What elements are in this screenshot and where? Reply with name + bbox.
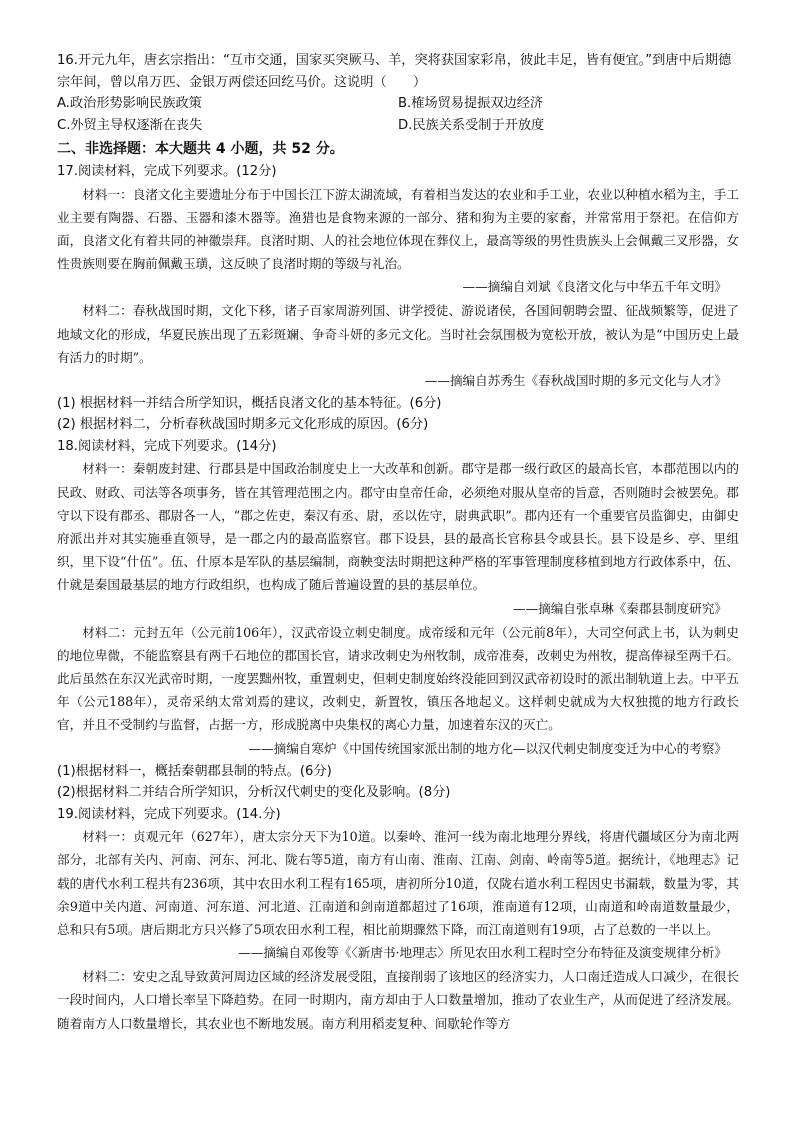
q18-material-2: 材料二：元封五年（公元前106年），汉武帝设立刺史制度。成帝绥和元年（公元前8年），大司空何武上书，认为刺史的地位卑微，不能监察县有两千石地位的郡国长官，请求改刺史为州牧制，成帝准奏，改刺史为州牧，提高俸禄至两千石。此后虽然在东汉光武帝时期，一度罢黜州牧，重置刺史，但刺史制度始终没能回到汉武帝初设时的派出制轨道上去。中平五年（公元188年），灵帝采纳太常刘焉的建议，改刺史，新置牧，镇压各地起义。这样刺史就成为大权独揽的地方行政长官，并且不受制约与监督，占据一方，形成脱离中央集权的离心力量，加速着东汉的灭亡。 bbox=[57, 624, 739, 733]
q18-material-1: 材料一：秦朝废封建、行郡县是中国政治制度史上一大改革和创新。郡守是郡一级行政区的最高长官，本郡范围以内的民政、财政、司法等各项事务，皆在其管理范围之内。郡守由皇帝任命，必须绝对服从皇帝的旨意，否则随时会被罢免。郡守以下设有郡丞、郡尉各一人，“郡之佐吏，秦汉有丞、尉，丞以佐守，尉典武职”。郡内还有一个重要官员监御史，由御史府派出并对其实施垂直领导，是一郡之内的最高监察官。郡下设县，县的最高长官称县令或县长。县下设是乡、亭、里组织，里下设“什伍”。伍、什原本是军队的基层编制，商鞅变法时期把这种严格的军事管理制度移植到地方行政体系中，伍、什就是秦国最基层的地方行政组织，也构成了随后普遍设置的县的基层单位。 bbox=[57, 461, 739, 593]
q19-source-1: ——摘编自邓俊等《〈新唐书·地理志〉所见农田水利工程时空分布特征及演变规律分析》 bbox=[238, 945, 727, 961]
q17-source-2: ——摘编自苏秀生《春秋战国时期的多元文化与人才》 bbox=[424, 372, 727, 388]
q19-stem: 19.阅读材料，完成下列要求。(14.分) bbox=[57, 806, 281, 822]
q16-option-c[interactable]: C.外贸主导权逐渐在丧失 bbox=[57, 118, 203, 133]
q18-requirement-1: (1)根据材料一，概括秦朝郡县制的特点。(6分) bbox=[57, 763, 332, 779]
q17-source-1: ——摘编自刘斌《良渚文化与中华五千年文明》 bbox=[462, 279, 727, 295]
q17-material-1: 材料一：良渚文化主要遗址分布于中国长江下游太湖流域，有着相当发达的农业和手工业，农业以种植水稻为主，手工业主要有陶器、石器、玉器和漆木器等。渔猎也是食物来源的一部分、猪和狗为主要的家畜，并常常用于祭祀。在信仰方面，良渚文化有着共同的神徽崇拜。良渚时期、人的社会地位体现在葬仪上，最高等级的男性贵族头上会佩戴三叉形器，女性贵族则要在胸前佩戴玉璜，这反映了良渚时期的等级与礼治。 bbox=[57, 186, 739, 272]
section-heading: 二、非选择题：本大题共 4 小题，共 52 分。 bbox=[57, 141, 344, 157]
q16-options bbox=[57, 93, 739, 137]
q19-material-1: 材料一：贞观元年（627年），唐太宗分天下为10道。以秦岭、淮河一线为南北地理分界线，将唐代疆域区分为南北两部分，北部有关内、河南、河东、河北、陇右等5道，南方有山南、淮南、江南、剑南、岭南等5道。据统计，《地理志》记载的唐代水利工程共有236项，其中农田水利工程有165项，唐初所分10道，仅陇右道水利工程因史书漏载，数量为零，其余9道中关内道、河南道、河东道、河北道、江南道和剑南道都超过了16项，淮南道有12项，山南道和岭南道数量最少，总和只有5项。唐后期北方只兴修了5项农田水利工程，相比前期骤然下降，而江南道则有19项，占了总数的一半以上。 bbox=[57, 829, 739, 937]
q18-source-2: ——摘编自寒炉《中国传统国家派出制的地方化—以汉代刺史制度变迁为中心的考察》 bbox=[248, 740, 727, 756]
q18-source-1: ——摘编自张卓琳《秦郡县制度研究》 bbox=[512, 600, 727, 616]
q17-requirement-1: (1) 根据材料一并结合所学知识，概括良渚文化的基本特征。(6分) bbox=[57, 395, 442, 411]
q17-material-2: 材料二：春秋战国时期，文化下移，诸子百家周游列国、讲学授徒、游说诸侯，各国间朝聘会盟、征战频繁等，促进了地域文化的形成，华夏民族出现了五彩斑斓、争奇斗妍的多元文化。当时社会氛围极为宽松开放，被认为是“中国历史上最有活力的时期”。 bbox=[57, 303, 739, 365]
q17-requirement-2: (2) 根据材料二，分析春秋战国时期多元文化形成的原因。(6分) bbox=[57, 417, 429, 433]
q16-option-d[interactable]: D.民族关系受制于开放度 bbox=[398, 118, 545, 133]
q16-option-a[interactable]: A.政治形势影响民族政策 bbox=[57, 96, 202, 111]
q16-option-b[interactable]: B.榷场贸易提振双边经济 bbox=[398, 96, 544, 111]
q17-stem: 17.阅读材料，完成下列要求。(12分) bbox=[57, 164, 277, 179]
q18-requirement-2: (2)根据材料二并结合所学知识，分析汉代刺史的变化及影响。(8分) bbox=[57, 785, 451, 801]
q18-stem: 18.阅读材料，完成下列要求。(14分) bbox=[57, 438, 277, 454]
q16-stem: 16.开元九年，唐玄宗指出：“互市交通，国家买突厥马、羊，突将获国家彩帛，彼此丰足，皆有便宜。”到唐中后期德宗年间，曾以帛万匹、金银万两偿还回纥马价。这说明（ ） bbox=[57, 53, 732, 90]
q19-material-2: 材料二：安史之乱导致黄河周边区域的经济发展受阻，直接削弱了该地区的经济实力，人口南迁造成人口减少，在很长一段时间内，人口增长率呈下降趋势。在同一时期内，南方却由于人口数量增加，推动了农业生产，从而促进了经济发展。随着南方人口数量增长，其农业也不断地发展。南方利用稻麦复种、间歇轮作等方 bbox=[57, 969, 739, 1031]
